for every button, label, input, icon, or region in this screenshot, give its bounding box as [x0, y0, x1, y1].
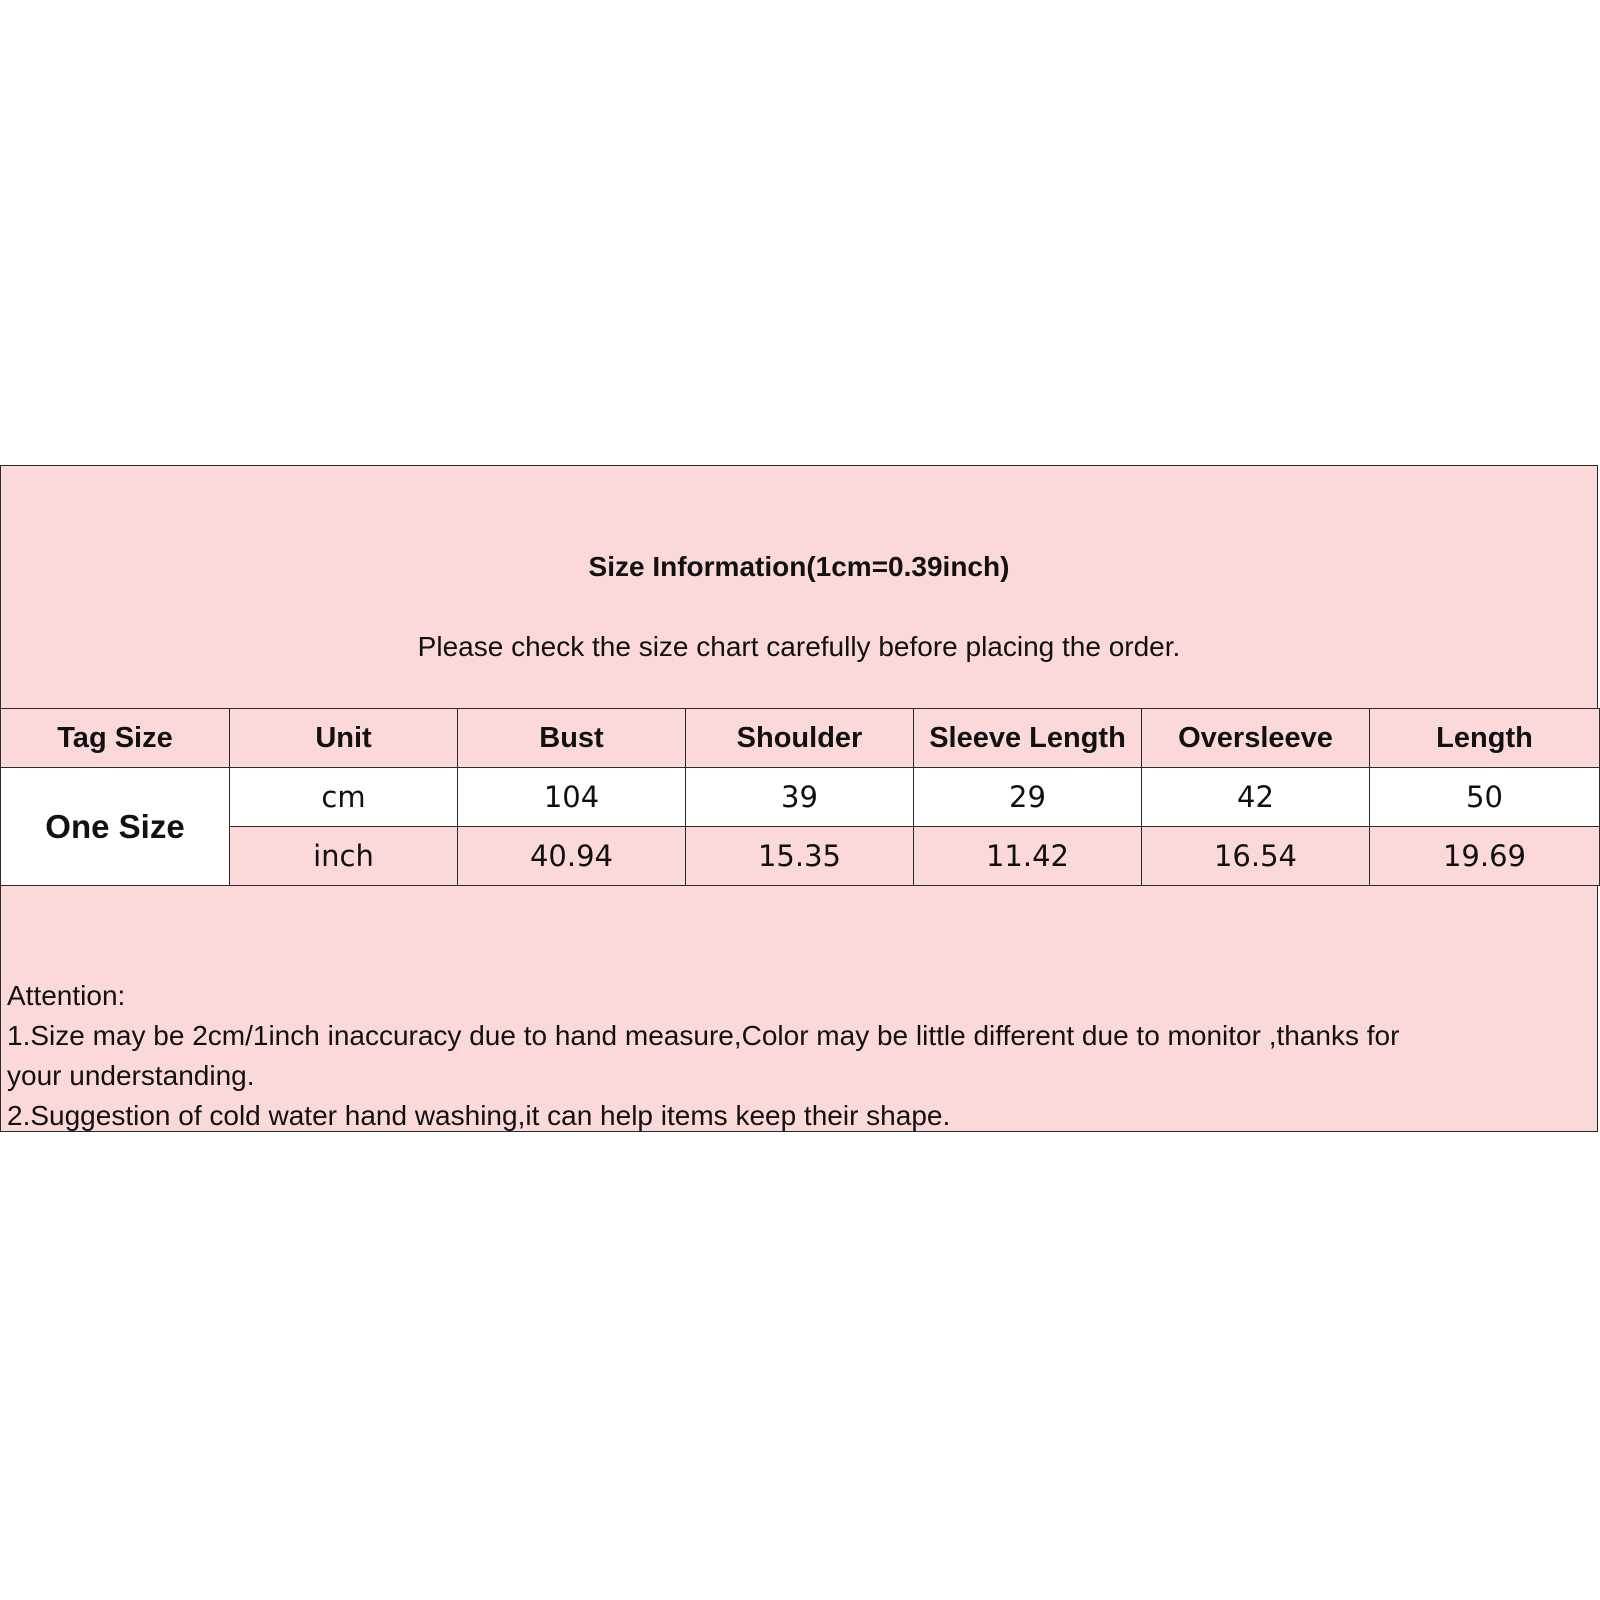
column-header-unit: Unit	[230, 709, 458, 768]
page-title: Size Information(1cm=0.39inch)	[588, 551, 1010, 582]
attention-note-1-continued: your understanding.	[7, 1060, 255, 1091]
attention-note-2: 2.Suggestion of cold water hand washing,it can help items keep their shape.	[7, 1100, 951, 1131]
length-cell: 19.69	[1370, 827, 1600, 886]
column-header-bust: Bust	[458, 709, 686, 768]
oversleeve-cell: 16.54	[1142, 827, 1370, 886]
attention-heading: Attention:	[7, 980, 126, 1011]
attention-note-1: 1.Size may be 2cm/1inch inaccuracy due to hand measure,Color may be little different due to monitor ,thanks for	[7, 1020, 1400, 1051]
size-table	[0, 708, 1600, 886]
attention-notes	[7, 976, 1587, 1136]
bust-cell: 40.94	[458, 827, 686, 886]
column-header-tag-size: Tag Size	[1, 709, 230, 768]
unit-cell: inch	[230, 827, 458, 886]
column-header-length: Length	[1370, 709, 1600, 768]
column-header-oversleeve: Oversleeve	[1142, 709, 1370, 768]
unit-cell: cm	[230, 768, 458, 827]
page-subtitle: Please check the size chart carefully before placing the order.	[417, 631, 1181, 662]
table-header-row	[1, 709, 1600, 768]
column-header-sleeve-length: Sleeve Length	[914, 709, 1142, 768]
size-chart-sheet	[0, 465, 1598, 1132]
length-cell: 50	[1370, 768, 1600, 827]
column-header-shoulder: Shoulder	[686, 709, 914, 768]
shoulder-cell: 15.35	[686, 827, 914, 886]
tag-size-cell: One Size	[1, 768, 230, 886]
table-row-cm	[1, 768, 1600, 827]
shoulder-cell: 39	[686, 768, 914, 827]
sleeve-length-cell: 11.42	[914, 827, 1142, 886]
bust-cell: 104	[458, 768, 686, 827]
sleeve-length-cell: 29	[914, 768, 1142, 827]
table-row-inch	[1, 827, 1600, 886]
oversleeve-cell: 42	[1142, 768, 1370, 827]
size-chart-header	[1, 466, 1597, 708]
